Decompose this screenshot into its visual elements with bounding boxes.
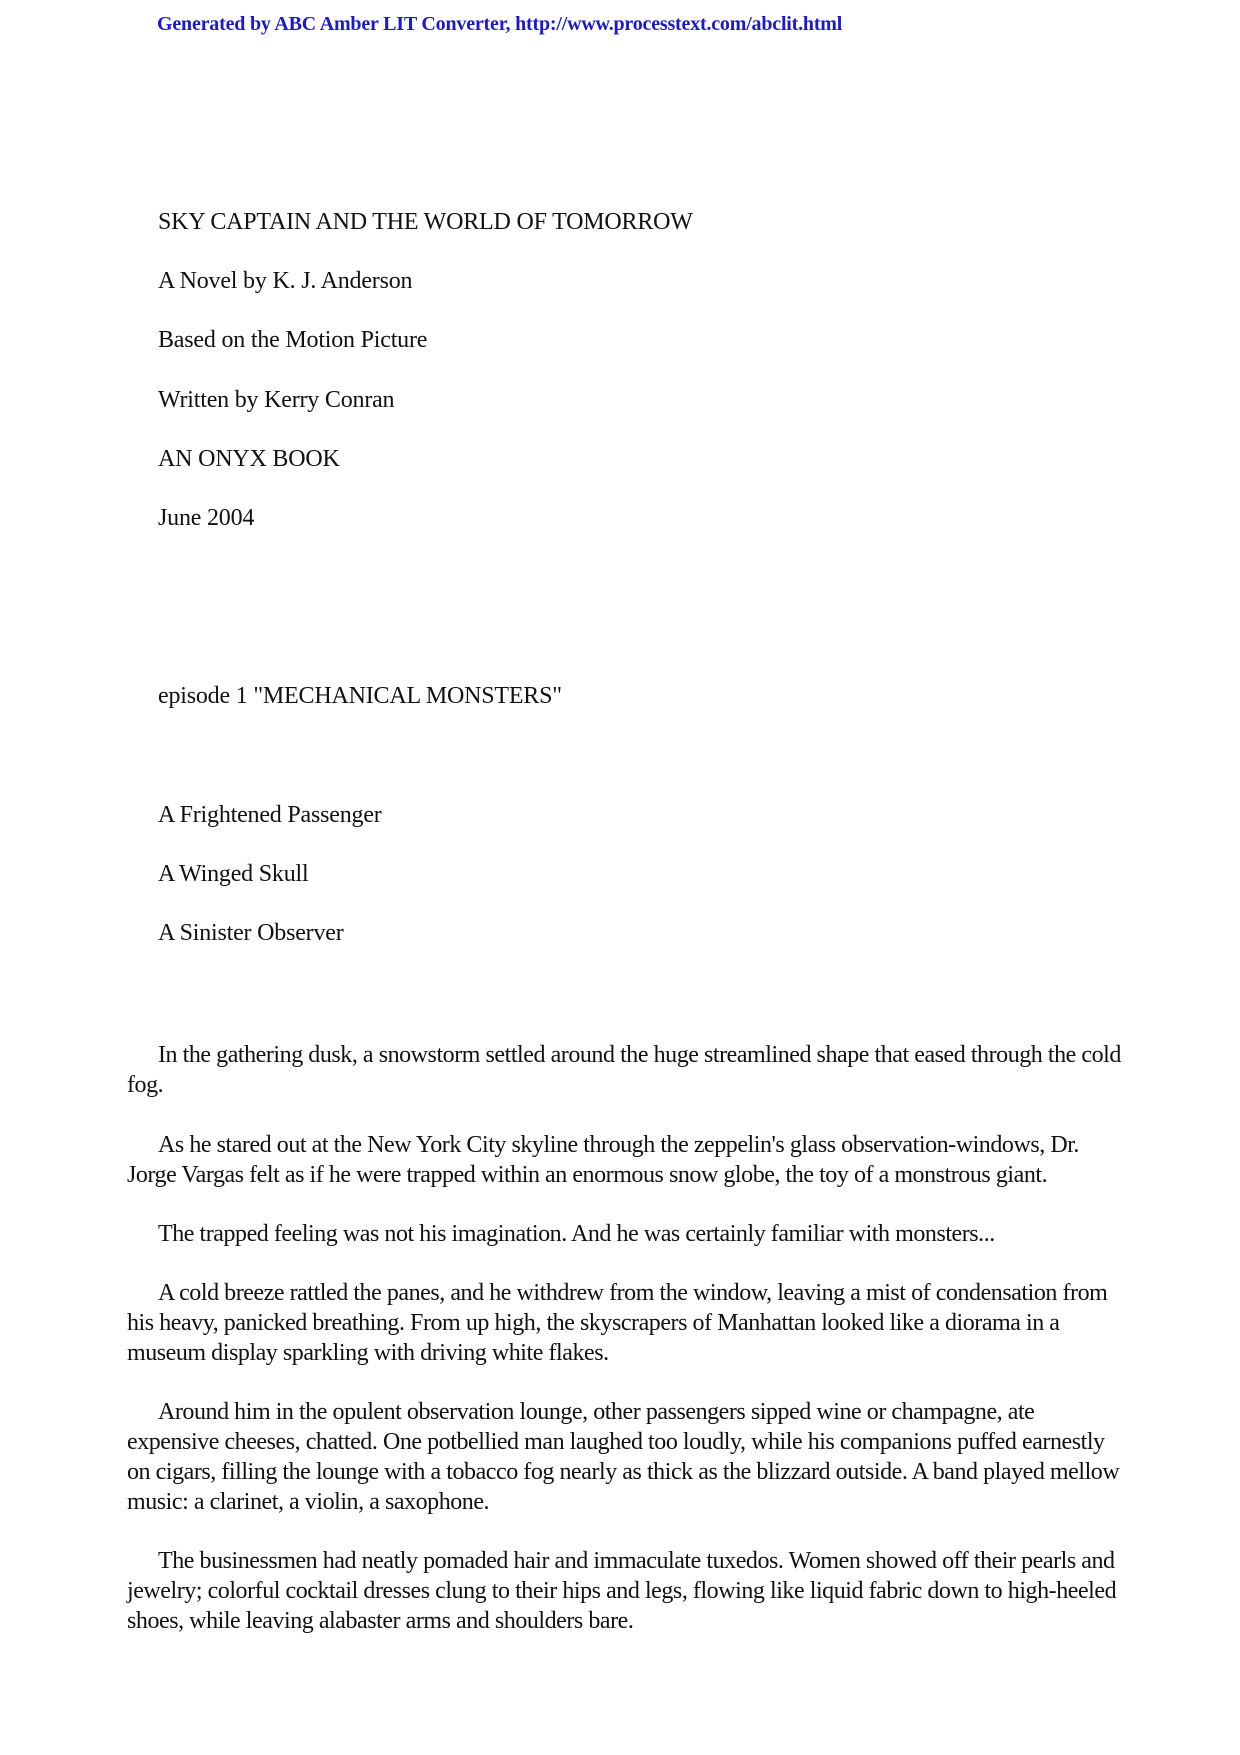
body-paragraph: Around him in the opulent observation lounge, other passengers sipped wine or champagne, ate expensive cheeses, chatted. One potbellied man laughed too loudly, while his companions puffed earnestly on cigars, filling the lounge with a tobacco fog nearly as thick as the blizzard outside. A band played mellow music: a clarinet, a violin, a saxophone. [127,1399,1120,1515]
written-by-line: Written by Kerry Conran [158,387,395,413]
book-title: SKY CAPTAIN AND THE WORLD OF TOMORROW [158,209,693,235]
based-on-line: Based on the Motion Picture [158,327,428,353]
body-paragraph: In the gathering dusk, a snowstorm settled around the huge streamlined shape that eased through the cold fog. [127,1042,1121,1098]
body-paragraph: A cold breeze rattled the panes, and he withdrew from the window, leaving a mist of condensation from his heavy, panicked breathing. From up high, the skyscrapers of Manhattan looked like a diorama in a museum display sparkling with driving white flakes. [127,1280,1108,1366]
body-paragraph: As he stared out at the New York City skyline through the zeppelin's glass observation-windows, Dr. Jorge Vargas felt as if he were trapped within an enormous snow globe, the toy of a monstrous giant. [127,1132,1079,1188]
chapter-title: A Winged Skull [158,861,309,887]
body-paragraph: The businessmen had neatly pomaded hair and immaculate tuxedos. Women showed off their pearls and jewelry; colorful cocktail dresses clung to their hips and legs, flowing like liquid fabric down to high-heeled shoes, while leaving alabaster arms and shoulders bare. [127,1548,1117,1634]
publisher-line: AN ONYX BOOK [158,446,340,472]
body-paragraph: The trapped feeling was not his imagination. And he was certainly familiar with monsters... [158,1221,995,1247]
chapter-title: A Sinister Observer [158,920,344,946]
author-byline: A Novel by K. J. Anderson [158,268,413,294]
chapter-title: A Frightened Passenger [158,802,382,828]
converter-header-link[interactable]: Generated by ABC Amber LIT Converter, http://www.processtext.com/abclit.html [157,13,843,35]
publication-date: June 2004 [158,505,255,531]
episode-heading: episode 1 "MECHANICAL MONSTERS" [158,683,562,709]
